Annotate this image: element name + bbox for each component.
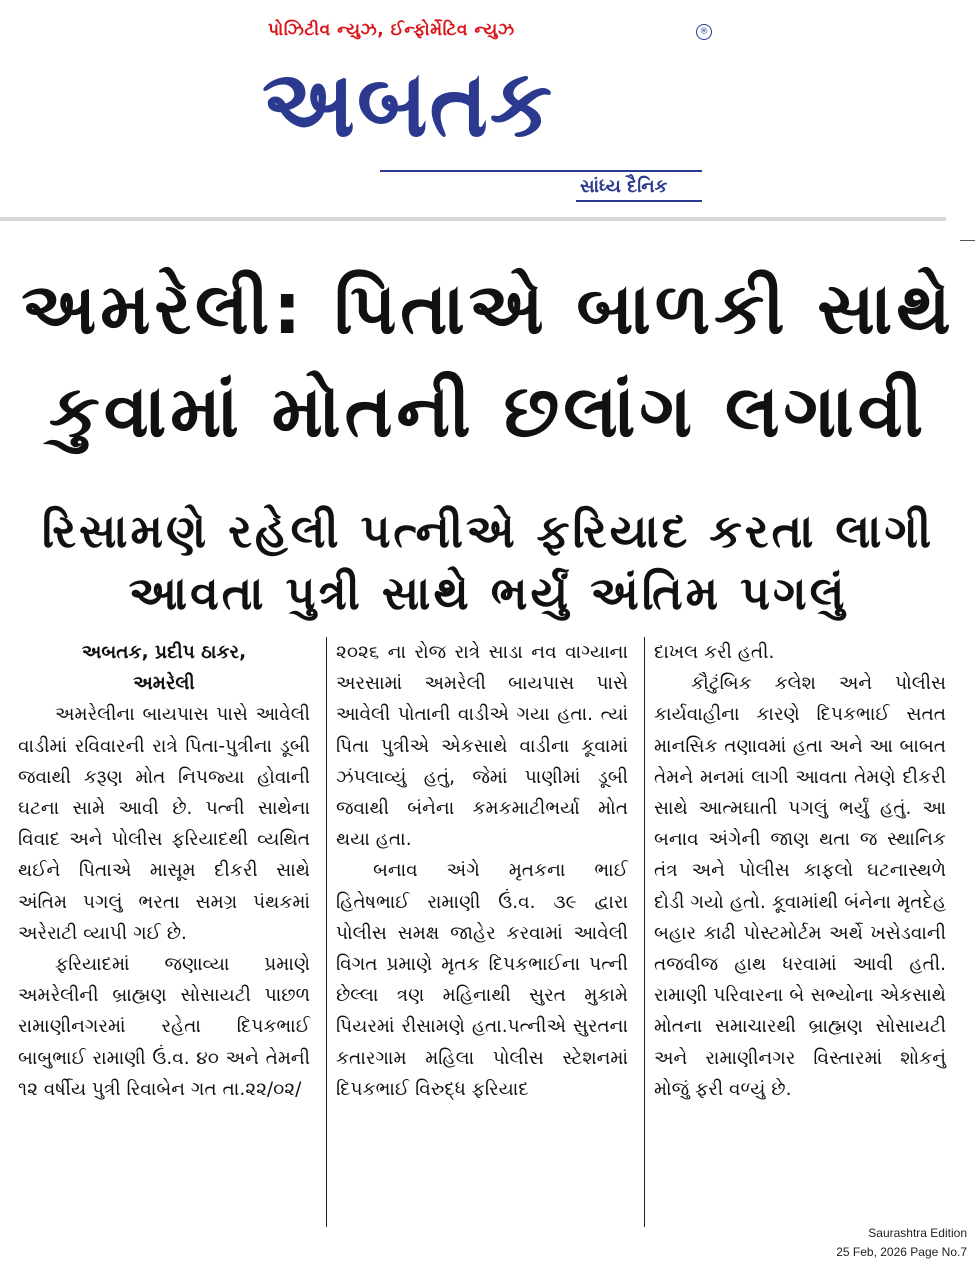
masthead	[0, 0, 975, 215]
subheadline-line-1: રિસામણે રહેલી પત્નીએ ફરિયાદ કરતા લાગી	[41, 504, 935, 558]
edition-type: સાંધ્ય દૈનિક	[580, 176, 668, 197]
byline-place: અમરેલી	[133, 673, 195, 695]
footer-date-page: 25 Feb, 2026 Page No.7	[836, 1245, 967, 1259]
article-body	[18, 637, 958, 1227]
article-paragraph: અમરેલીના બાયપાસ પાસે આવેલી વાડીમાં રવિવારની રાત્રે પિતા-પુત્રીના ડૂબી જવાથી કરૂણ મોત નિપજ્યા હોવાની ઘટના સામે આવી છે. પત્ની સાથેના વિવાદ અને પોલીસ ફરિયાદથી વ્યથિત થઈને પિતાએ માસૂમ દીકરી સાથે અંતિમ પગલું ભરતા સમગ્ર પંથકમાં અરેરાટી વ્યાપી ગઈ છે.	[18, 704, 310, 944]
article-column-1	[18, 637, 310, 1105]
subheadline-line-2: આવતા પુત્રી સાથે ભર્યું અંતિમ પગલું	[128, 566, 848, 620]
article-paragraph: બનાવ અંગે મૃતકના ભાઈ હિતેષભાઈ રામાણી ઉં.વ. ૩૯ દ્વારા પોલીસ સમક્ષ જાહેર કરવામાં આવેલી વિગત પ્રમાણે મૃતક દિપકભાઈના પત્ની છેલ્લા ત્રણ મહિનાથી સુરત મુકામે પિયરમાં રીસામણે હતા.પત્નીએ સુરતના કતારગામ મહિલા પોલીસ સ્ટેશનમાં દિપકભાઈ વિરુદ્ધ ફરિયાદ	[336, 860, 628, 1100]
article-column-2	[336, 637, 628, 1105]
page-footer	[836, 1224, 967, 1262]
footer-edition: Saurashtra Edition	[868, 1226, 967, 1240]
edition-rule	[380, 170, 702, 172]
article-paragraph: ફરિયાદમાં જણાવ્યા પ્રમાણે અમરેલીની બ્રાહ્મણ સોસાયટી પાછળ રામાણીનગરમાં રહેતા દિપકભાઈ બાબુભાઈ રામાણી ઉં.વ. ૪૦ અને તેમની ૧૨ વર્ષીય પુત્રી રિવાબેન ગત તા.૨૨/૦૨/	[18, 954, 310, 1100]
article-subheadline	[18, 500, 958, 624]
article-paragraph: કૌટુંબિક કલેશ અને પોલીસ કાર્યવાહીના કારણે દિપકભાઈ સતત માનસિક તણાવમાં હતા અને આ બાબત તેમને મનમાં લાગી આવતા તેમણે દીકરી સાથે આત્મઘાતી પગલું ભર્યું હતું. આ બનાવ અંગેની જાણ થતા જ સ્થાનિક તંત્ર અને પોલીસ કાફલો ઘટનાસ્થળે દોડી ગયો હતો. કૂવામાંથી બંનેના મૃતદેહ બહાર કાઢી પોસ્ટમોર્ટમ અર્થે ખસેડવાની તજવીજ હાથ ધરવામાં આવી હતી. રામાણી પરિવારના બે સભ્યોના એકસાથે મોતના સમાચારથી બ્રાહ્મણ સોસાયટી અને રામાણીનગર વિસ્તારમાં શોકનું મોજું ફરી વળ્યું છે.	[654, 673, 946, 1100]
article-paragraph: દાખલ કરી હતી.	[654, 642, 775, 663]
article-column-3	[654, 637, 946, 1105]
headline-line-1: અમરેલી: પિતાએ બાળકી સાથે	[21, 267, 955, 350]
column-divider	[326, 637, 327, 1227]
column-divider	[644, 637, 645, 1227]
article-headline	[18, 258, 958, 462]
margin-tick	[960, 240, 975, 241]
newspaper-logo: અબતક	[262, 49, 554, 158]
headline-line-2: કુવામાં મોતની છલાંગ લગાવી	[48, 369, 928, 453]
byline-author: અબતક, પ્રદીપ ઠાકર,	[81, 642, 247, 663]
article-paragraph: ૨૦૨૬ ના રોજ રાત્રે સાડા નવ વાગ્યાના અરસામાં અમરેલી બાયપાસ પાસે આવેલી પોતાની વાડીએ ગયા હતા. ત્યાં પિતા પુત્રીએ એકસાથે વાડીના કૂવામાં ઝંપલાવ્યું હતું, જેમાં પાણીમાં ડૂબી જવાથી બંનેના કમકમાટીભર્યા મોત થયા હતા.	[336, 642, 628, 851]
masthead-tagline: પોઝિટીવ ન્યુઝ, ઈન્ફોર્મેટિવ ન્યુઝ	[268, 20, 515, 40]
registered-mark: ®	[696, 24, 712, 40]
masthead-divider	[0, 217, 946, 221]
edition-underline	[576, 200, 702, 202]
